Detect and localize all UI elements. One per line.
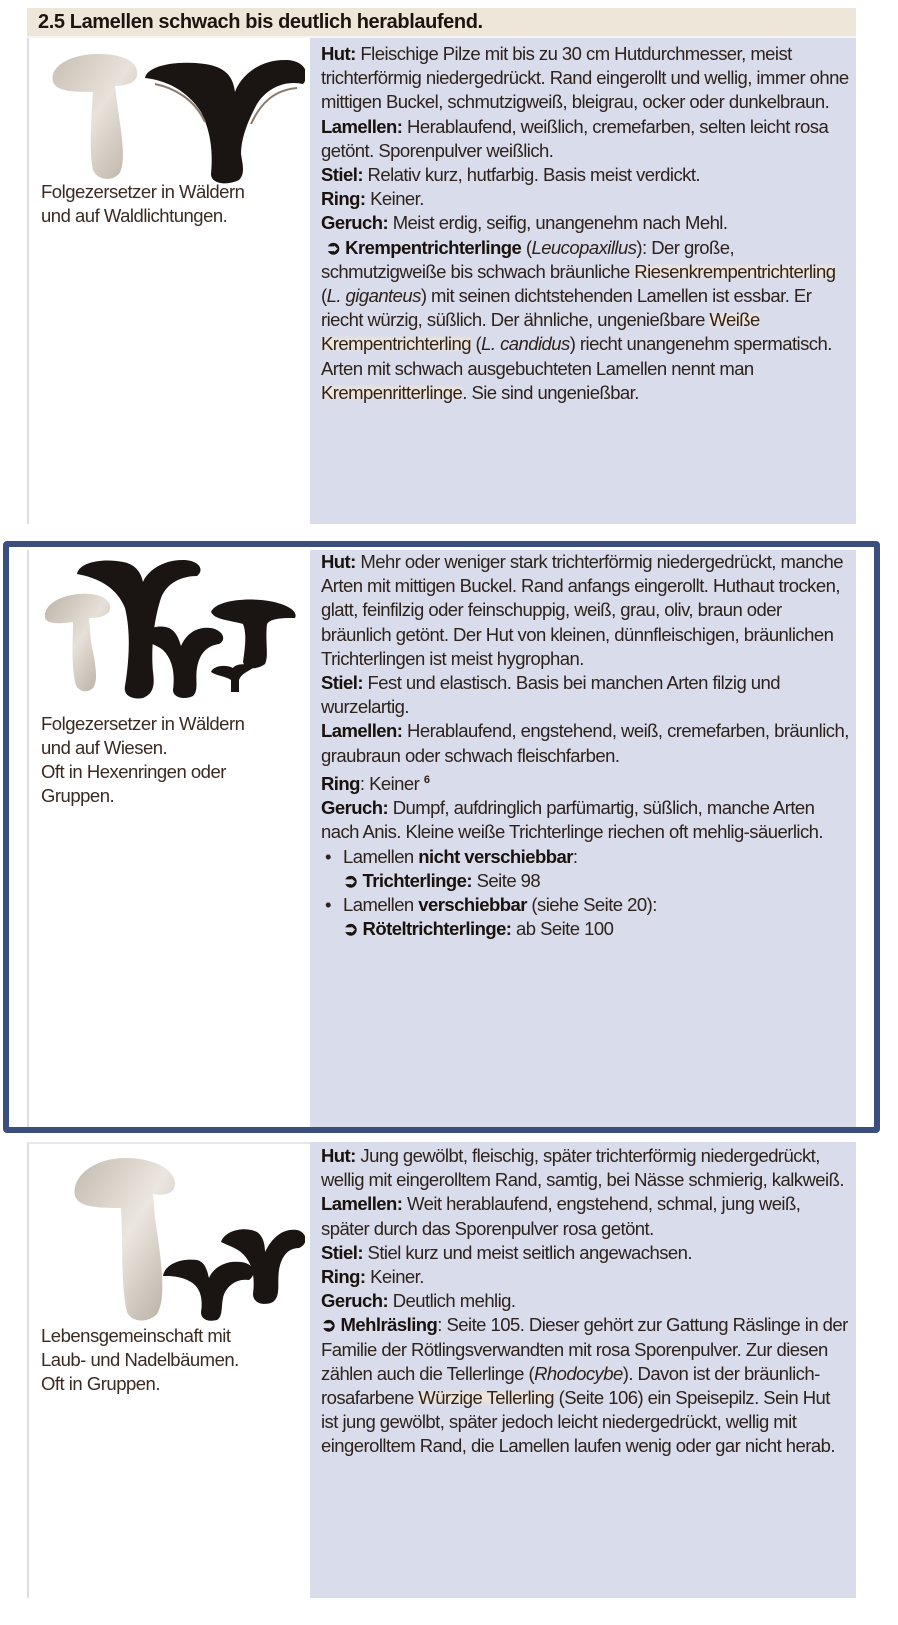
stiel-label: Stiel: xyxy=(321,672,363,694)
ring-description xyxy=(321,1265,851,1289)
habitat-text xyxy=(41,180,244,228)
geruch-description xyxy=(321,211,851,235)
geruch-text: Meist erdig, seifig, unangenehm nach Mehl. xyxy=(392,212,728,234)
bullet-text: (siehe Seite 20): xyxy=(526,894,657,915)
latin-name: L. candidus xyxy=(481,333,570,355)
reference-text: ( xyxy=(470,333,482,355)
hut-text: Fleischige Pilze mit bis zu 30 cm Hutdurchmesser, meist trichterförmig niedergedrückt. Rand eingerollt und wellig, immer ohne mittigen Buckel, schmutzigweiß, bleigrau, ocker oder dunkelbraun. xyxy=(321,43,849,113)
latin-name: L. giganteus xyxy=(326,285,421,307)
section-title: 2.5 Lamellen schwach bis deutlich herablaufend. xyxy=(38,11,483,33)
reference-text: (Seite 106) ein Speisepilz. Sein Hut ist jung gewölbt, später jedoch leicht niedergedrückt, wellig mit eingerolltem Rand, die Lamellen laufen wenig oder gar nicht herab. xyxy=(321,1387,835,1457)
description-panel xyxy=(310,550,856,1128)
description-panel xyxy=(310,38,856,524)
geruch-text: Dumpf, aufdringlich parfümartig, süßlich, manche Arten nach Anis. Kleine weiße Trichterlinge riechen oft mehlig-säuerlich. xyxy=(321,797,823,843)
reference-text: . Sie sind ungenießbar. xyxy=(462,381,639,403)
description-text xyxy=(321,550,851,941)
reference-link[interactable]: Mehlräsling xyxy=(340,1314,438,1336)
reference-link-trichterlinge[interactable]: Trichterlinge: xyxy=(362,869,473,891)
bullet-icon: • xyxy=(325,894,331,915)
lamellen-label: Lamellen: xyxy=(321,115,403,137)
lamellen-label: Lamellen: xyxy=(321,1193,403,1215)
bullet-emphasis: nicht verschiebbar xyxy=(418,845,573,867)
hut-description xyxy=(321,550,851,671)
stiel-label: Stiel: xyxy=(321,164,363,186)
habitat-line: Oft in Gruppen. xyxy=(41,1373,160,1394)
hut-description xyxy=(321,1144,851,1192)
stiel-text: Stiel kurz und meist seitlich angewachsen. xyxy=(367,1241,692,1263)
hut-text: Jung gewölbt, fleischig, später trichterförmig niedergedrückt, wellig mit eingerolltem Rand, samtig, bei Nässe schmierig, kalkweiß. xyxy=(321,1145,844,1191)
reference-text: ) mit seinen dichtstehenden Lamellen ist essbar. Er riecht würzig, süßlich. Der ähnliche, ungenießbare xyxy=(321,285,812,331)
bullet-text: Lamellen xyxy=(343,894,419,915)
arrow-right-icon: ➲ xyxy=(325,236,341,258)
geruch-text: Deutlich mehlig. xyxy=(392,1290,516,1312)
key-option-not-movable xyxy=(321,845,851,893)
reference-text: ). Davon ist der bräunlich-rosafarbene xyxy=(321,1362,820,1409)
section-trichterlinge xyxy=(27,550,856,1128)
page-reference: Seite 98 xyxy=(472,869,541,891)
geruch-description xyxy=(321,796,851,844)
ring-description xyxy=(321,768,851,796)
reference-text: ( xyxy=(321,285,327,307)
stiel-description xyxy=(321,1241,851,1265)
reference-text: ) riecht unangenehm spermatisch. Arten mit schwach ausgebuchteten Lamellen nennt man xyxy=(321,333,832,379)
section-mehlraesling xyxy=(27,1142,856,1598)
lamellen-description xyxy=(321,719,851,767)
habitat-line: und auf Waldlichtungen. xyxy=(41,205,228,226)
ring-description xyxy=(321,187,851,211)
hut-label: Hut: xyxy=(321,551,356,572)
bullet-emphasis: verschiebbar xyxy=(418,894,527,915)
lamellen-text: Weit herablaufend, engstehend, schmal, jung weiß, später durch das Sporenpulver rosa getönt. xyxy=(321,1193,801,1239)
geruch-label: Geruch: xyxy=(321,212,389,234)
ring-text: Keiner. xyxy=(370,188,424,210)
geruch-label: Geruch: xyxy=(321,797,389,819)
key-reference xyxy=(343,917,851,941)
ring-label: Ring: xyxy=(321,188,366,210)
habitat-line: Folgezersetzer in Wäldern xyxy=(41,181,245,202)
key-option-movable xyxy=(321,893,851,941)
description-text xyxy=(321,1144,851,1459)
reference-link-roeteltrichterlinge[interactable]: Röteltrichterlinge: xyxy=(362,918,512,940)
section-krempentrichterlinge xyxy=(27,38,856,524)
habitat-line: Gruppen. xyxy=(41,785,115,806)
stiel-text: Relativ kurz, hutfarbig. Basis meist verdickt. xyxy=(367,164,701,186)
habitat-text xyxy=(41,712,244,808)
geruch-label: Geruch: xyxy=(321,1290,389,1312)
lamellen-text: Herablaufend, engstehend, weiß, cremefarben, bräunlich, graubraun oder schwach fleischfarben. xyxy=(321,720,849,766)
bullet-text: : xyxy=(572,845,578,867)
bullet-icon: • xyxy=(325,845,331,867)
stiel-description xyxy=(321,671,851,719)
stiel-description xyxy=(321,163,851,187)
species-highlight: Weiße Krempentrichterling xyxy=(321,309,760,355)
reference-mehlraesling xyxy=(321,1313,851,1458)
key-reference xyxy=(343,869,851,893)
latin-name: Rhodocybe xyxy=(534,1362,623,1384)
illustration-panel xyxy=(27,1142,310,1598)
habitat-line: Folgezersetzer in Wäldern xyxy=(41,713,245,734)
arrow-right-icon: ➲ xyxy=(321,1314,336,1336)
ring-text: : Keiner xyxy=(359,772,420,794)
description-panel xyxy=(310,1142,856,1598)
mushroom-illustration-icon xyxy=(35,42,305,192)
reference-krempentrichterlinge: ➲ Krempentrichterlinge (Leucopaxillus): Der große, schmutzigweiße bis schwach bräunliche Riesenkrempentrichterling (L. giganteus) mit seinen dichtstehenden Lamellen ist essbar. Er riecht würzig, süßlich. Der ähnliche, ungenießbare Weiße Krempentrichterling (L. candidus) riecht unangenehm spermatisch. Arten mit schwach ausgebuchteten Lamellen nennt man Krempenritterlinge. Sie sind ungenießbar. xyxy=(321,236,836,403)
species-highlight: Krempenritterlinge xyxy=(321,381,463,403)
habitat-line: Lebensgemeinschaft mit xyxy=(41,1325,231,1346)
lamellen-text: Herablaufend, weißlich, cremefarben, selten leicht rosa getönt. Sporenpulver weißlich. xyxy=(321,115,829,161)
section-header xyxy=(27,8,856,38)
reference-link[interactable]: Krempentrichterlinge xyxy=(345,236,522,258)
geruch-description xyxy=(321,1289,851,1313)
hut-text: Mehr oder weniger stark trichterförmig niedergedrückt, manche Arten mit mittigen Buckel. Rand anfangs eingerollt. Huthaut trocken, glatt, feinfilzig oder feinschuppig, weiß, grau, oliv, braun oder bräunlich getönt. Der Hut von kleinen, dünnfleischigen, bräunlichen Trichterlingen ist meist hygrophan. xyxy=(321,551,844,669)
habitat-line: Oft in Hexenringen oder xyxy=(41,761,226,782)
description-text xyxy=(321,42,851,405)
hut-label: Hut: xyxy=(321,43,356,64)
stiel-label: Stiel: xyxy=(321,1241,363,1263)
species-highlight: Würzige Tellerling xyxy=(418,1387,555,1409)
habitat-text xyxy=(41,1324,239,1396)
reference-text: ): Der große, schmutzigweiße bis schwach bräunliche xyxy=(321,236,735,282)
arrow-right-icon: ➲ xyxy=(343,869,358,891)
ring-text: Keiner. xyxy=(370,1266,424,1288)
stiel-text: Fest und elastisch. Basis bei manchen Arten filzig und wurzelartig. xyxy=(321,672,781,718)
lamellen-description xyxy=(321,115,851,163)
illustration-panel xyxy=(27,550,310,1128)
hut-description xyxy=(321,42,851,115)
hut-label: Hut: xyxy=(321,1145,356,1166)
illustration-panel xyxy=(27,38,310,524)
lamellen-description xyxy=(321,1192,851,1240)
species-highlight: Riesenkrempentrichterling xyxy=(634,260,836,282)
habitat-line: und auf Wiesen. xyxy=(41,737,168,758)
reference-text: : Seite 105. Dieser gehört zur Gattung Räslinge in der Familie der Rötlingsverwandten mit rosa Sporenpulver. Zur diesen zählen auch die Tellerlinge ( xyxy=(321,1314,848,1384)
latin-name: Leucopaxillus xyxy=(531,236,637,258)
page-reference: ab Seite 100 xyxy=(511,918,614,940)
ring-label: Ring xyxy=(321,772,360,794)
footnote-marker[interactable]: 6 xyxy=(423,773,430,786)
mushroom-group-illustration-icon xyxy=(43,552,303,702)
lamellen-label: Lamellen: xyxy=(321,720,403,742)
habitat-line: Laub- und Nadelbäumen. xyxy=(41,1349,239,1370)
mushroom-pale-illustration-icon xyxy=(45,1148,305,1326)
bullet-text: Lamellen xyxy=(343,845,419,867)
arrow-right-icon: ➲ xyxy=(343,918,358,940)
ring-label: Ring: xyxy=(321,1266,366,1288)
